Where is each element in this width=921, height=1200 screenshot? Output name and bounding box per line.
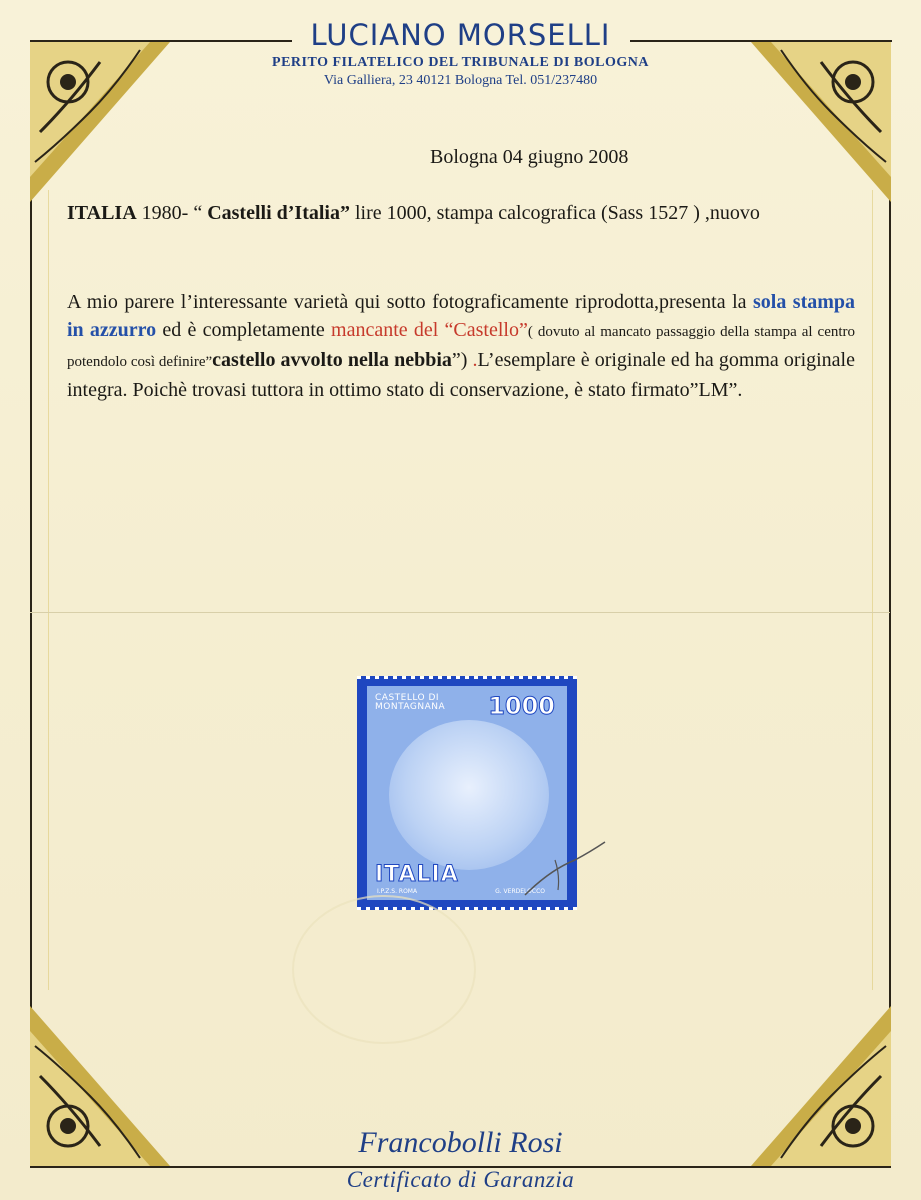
subject-country: ITALIA [67,202,137,224]
opinion-part-3: ( dovuto al mancato passaggio della stampa al centro potendolo così definire” [67,324,856,370]
stamp-country: ITALIA [375,862,459,887]
subject-series: Castelli d’Italia” [207,202,350,224]
expert-title: PERITO FILATELICO DEL TRIBUNALE DI BOLOGNA [272,55,649,70]
paper-fold-line [30,612,890,613]
opinion-part-1: A mio parere l’interessante varietà qui sotto fotograficamente riprodotta,presenta la [67,291,747,313]
stamp-caption [375,694,445,712]
stamp-perforation-top [357,676,577,679]
opinion-highlight-red: mancante del “Castello” [331,319,528,341]
opinion-part-2: ed è completamente [162,319,325,341]
subject-details: lire 1000, stampa calcografica (Sass 1527 ) ,nuovo [354,202,760,224]
letterhead [0,18,921,90]
footer [0,1125,921,1195]
frame-inner-left [48,190,49,990]
stamp-description [67,200,867,227]
expert-opinion [67,288,855,404]
expert-address: Via Galliera, 23 40121 Bologna Tel. 051/237480 [323,73,598,88]
opinion-red-dot: . [472,349,478,371]
stamp-imprint-right: G. VERDELOCCO [495,888,545,895]
opinion-part-4: ”) [451,349,468,371]
opinion-bold-phrase: castello avvolto nella nebbia [212,349,452,371]
frame-inner-right [872,190,873,990]
expert-name: LUCIANO MORSELLI [310,18,611,52]
signature-mark-icon [520,840,610,900]
subject-year: 1980- “ [141,202,203,224]
stamp-caption-line-2: MONTAGNANA [375,702,446,712]
frame-right-line [889,40,891,1168]
stamp-imprint-left: I.P.Z.S. ROMA [377,888,418,895]
stamp-caption-line-1: CASTELLO DI [375,693,440,703]
opinion-part-5: L’esemplare è originale ed ha gomma originale integra. Poichè trovasi tuttora in ottimo stato di conservazione, è stato firmato”LM”. [67,349,855,401]
opinion-highlight-blue: sola stampa in azzurro [67,291,856,341]
certificate-date: Bologna 04 giugno 2008 [430,146,629,168]
stamp-value: 1000 [488,692,555,720]
embossed-seal-icon [292,895,476,1044]
certificate-title: Certificato di Garanzia [346,1167,575,1192]
dealer-logo: Francobolli Rosi [358,1126,563,1159]
frame-left-line [30,40,32,1168]
